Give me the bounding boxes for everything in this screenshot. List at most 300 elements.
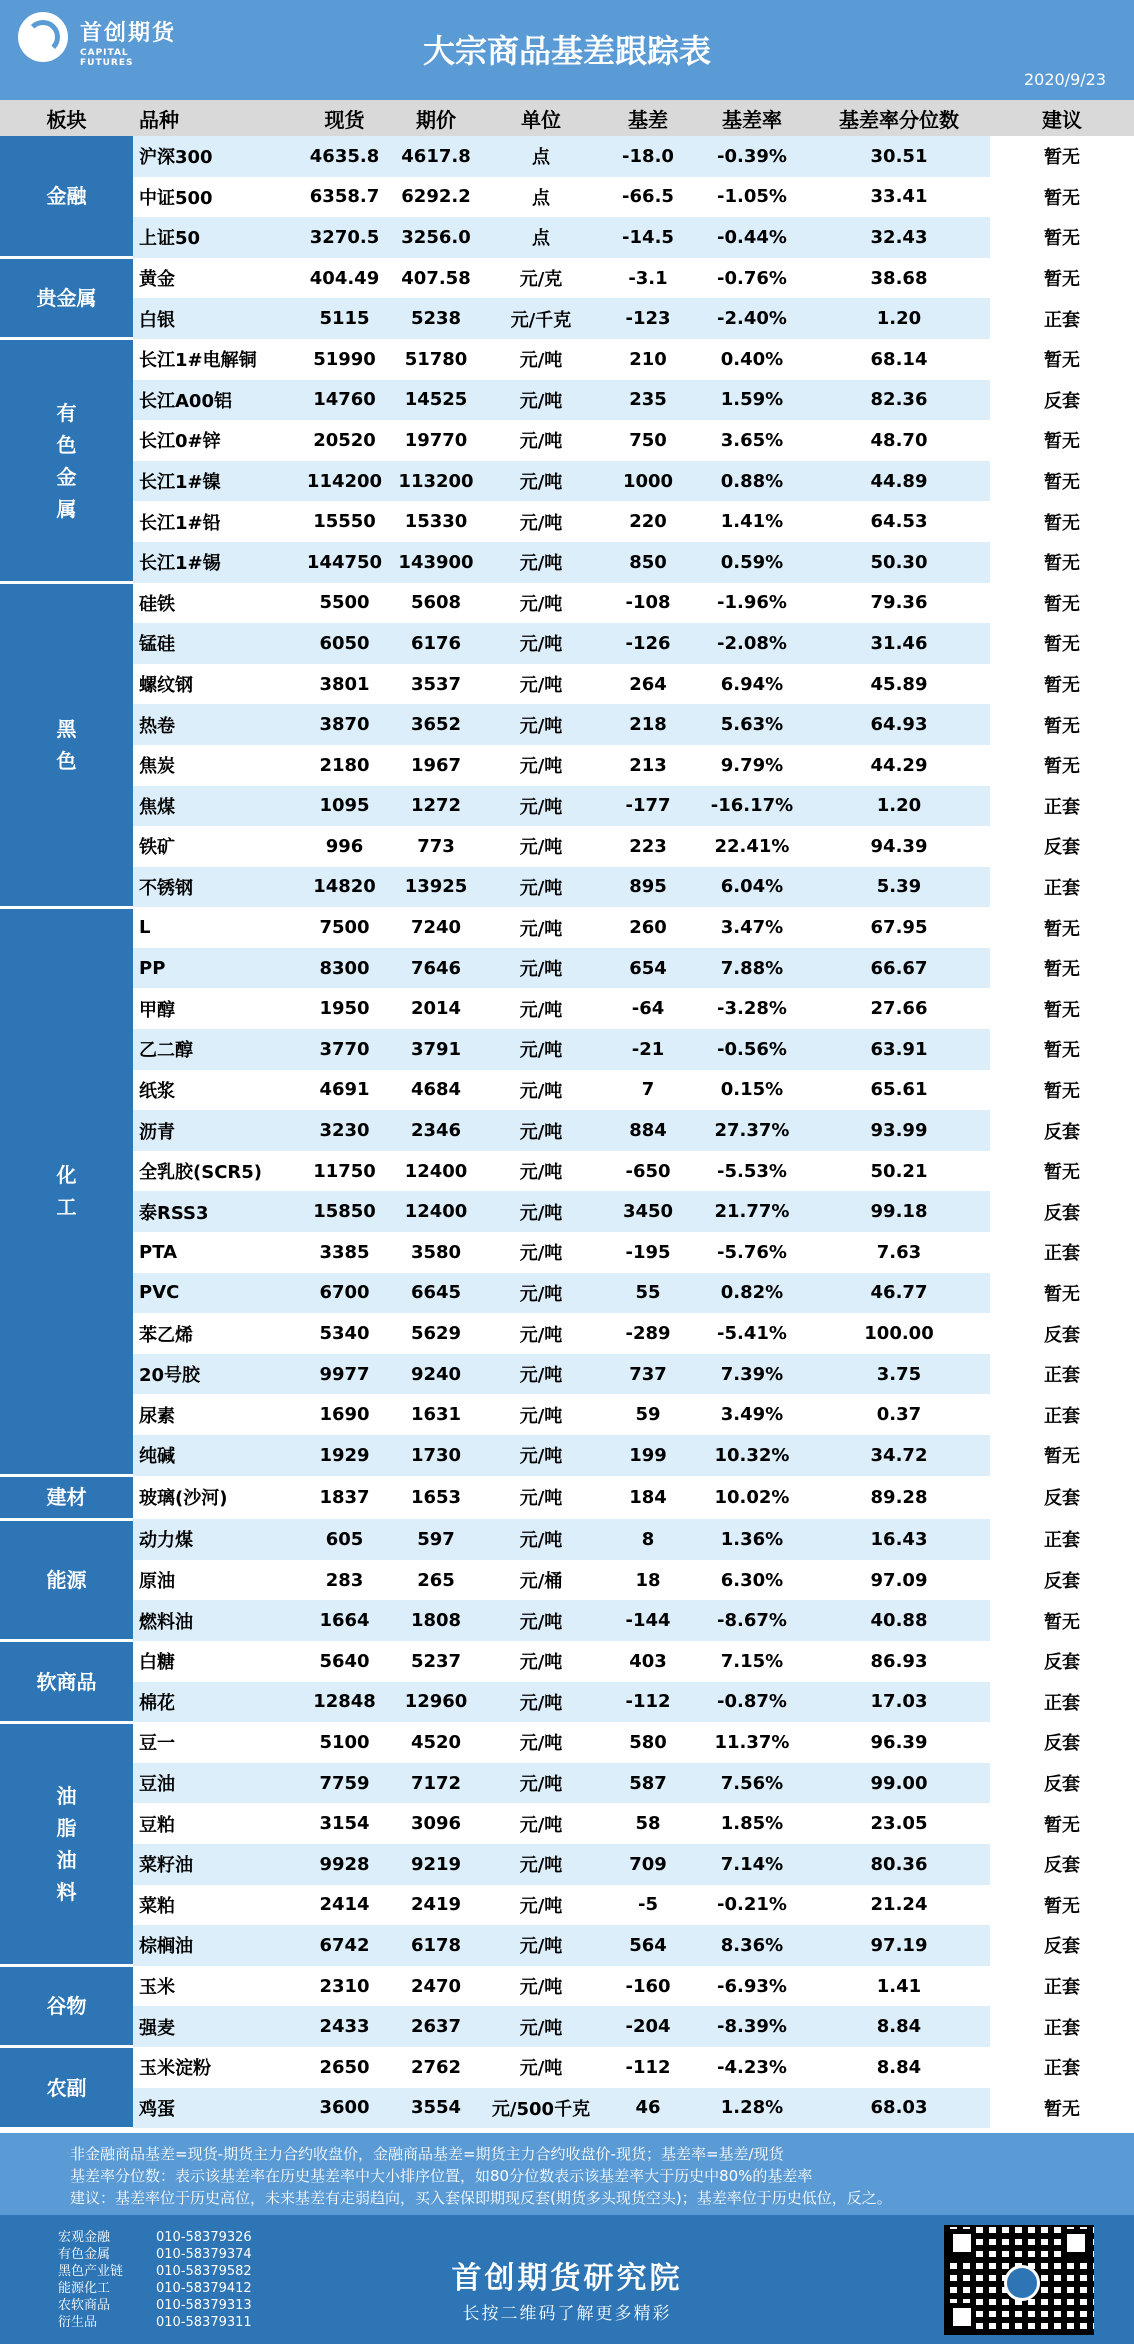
row-spot: 4635.8 [299, 136, 390, 177]
row-futures: 12400 [390, 1191, 482, 1232]
col-header-futures: 期价 [390, 100, 482, 136]
table-row [0, 1394, 1134, 1435]
row-spot: 7759 [299, 1763, 390, 1804]
contact-phone[interactable]: 010-58379313 [156, 2298, 252, 2313]
row-basis-rate: 10.02% [696, 1476, 808, 1520]
row-basis-rate: -0.87% [696, 1682, 808, 1723]
row-unit: 元/吨 [482, 1070, 600, 1111]
row-name: 锰硅 [133, 623, 299, 664]
row-advice: 暂无 [990, 988, 1134, 1029]
row-unit: 元/吨 [482, 339, 600, 380]
row-basis: 884 [600, 1110, 696, 1151]
row-basis: 218 [600, 704, 696, 745]
row-futures: 6178 [390, 1925, 482, 1966]
slogan: 长按二维码了解更多精彩 [462, 2304, 672, 2324]
logo-name-cn: 首创期货 [80, 21, 177, 46]
row-name: 上证50 [133, 217, 299, 258]
row-spot: 12848 [299, 1682, 390, 1723]
row-futures: 12960 [390, 1682, 482, 1723]
row-futures: 3554 [390, 2088, 482, 2129]
row-unit: 元/吨 [482, 1394, 600, 1435]
contact-label: 有色金属 [58, 2247, 111, 2262]
row-advice: 暂无 [990, 907, 1134, 948]
row-basis-rate: 6.30% [696, 1560, 808, 1601]
row-futures: 265 [390, 1560, 482, 1601]
sector-label: 谷物 [0, 1966, 133, 2047]
row-basis: 18 [600, 1560, 696, 1601]
table-row [0, 623, 1134, 664]
contact-phone[interactable]: 010-58379582 [156, 2264, 252, 2279]
row-advice: 暂无 [990, 1273, 1134, 1314]
row-unit: 元/吨 [482, 867, 600, 908]
row-advice: 暂无 [990, 664, 1134, 705]
row-unit: 元/吨 [482, 1722, 600, 1763]
row-percentile: 99.18 [808, 1191, 990, 1232]
table-row [0, 1600, 1134, 1641]
row-percentile: 33.41 [808, 177, 990, 218]
row-spot: 996 [299, 826, 390, 867]
table-row [0, 664, 1134, 705]
row-name: 长江1#电解铜 [133, 339, 299, 380]
row-name: 菜籽油 [133, 1844, 299, 1885]
table-row [0, 1435, 1134, 1476]
table-row [0, 2047, 1134, 2088]
table-row [0, 2006, 1134, 2047]
row-unit: 元/吨 [482, 623, 600, 664]
table-row [0, 1722, 1134, 1763]
sector-label: 建材 [0, 1476, 133, 1520]
row-advice: 反套 [990, 1925, 1134, 1966]
table-row [0, 420, 1134, 461]
table-row [0, 745, 1134, 786]
row-name: 玉米 [133, 1966, 299, 2007]
row-basis: 55 [600, 1273, 696, 1314]
qr-code-icon[interactable] [944, 2225, 1094, 2335]
row-futures: 2346 [390, 1110, 482, 1151]
row-percentile: 64.53 [808, 501, 990, 542]
row-futures: 13925 [390, 867, 482, 908]
row-unit: 元/吨 [482, 1273, 600, 1314]
row-basis: 403 [600, 1641, 696, 1682]
table-row [0, 1110, 1134, 1151]
row-advice: 正套 [990, 2006, 1134, 2047]
row-basis: 210 [600, 339, 696, 380]
row-basis: -18.0 [600, 136, 696, 177]
row-advice: 暂无 [990, 136, 1134, 177]
row-unit: 元/吨 [482, 988, 600, 1029]
row-basis: 654 [600, 948, 696, 989]
row-advice: 正套 [990, 786, 1134, 827]
row-unit: 元/500千克 [482, 2088, 600, 2129]
row-percentile: 94.39 [808, 826, 990, 867]
row-futures: 1967 [390, 745, 482, 786]
row-advice: 暂无 [990, 745, 1134, 786]
col-header-sector: 板块 [0, 100, 133, 136]
row-advice: 暂无 [990, 704, 1134, 745]
contact-phone[interactable]: 010-58379412 [156, 2281, 252, 2296]
row-unit: 元/吨 [482, 1763, 600, 1804]
table-row [0, 1519, 1134, 1560]
row-spot: 1690 [299, 1394, 390, 1435]
row-percentile: 68.03 [808, 2088, 990, 2129]
row-futures: 4617.8 [390, 136, 482, 177]
row-name: 纯碱 [133, 1435, 299, 1476]
row-basis-rate: -2.40% [696, 298, 808, 339]
row-basis-rate: 0.59% [696, 542, 808, 583]
row-advice: 暂无 [990, 1151, 1134, 1192]
row-percentile: 93.99 [808, 1110, 990, 1151]
row-name: 长江1#铅 [133, 501, 299, 542]
row-advice: 正套 [990, 1519, 1134, 1560]
row-basis-rate: 0.82% [696, 1273, 808, 1314]
row-unit: 元/吨 [482, 907, 600, 948]
row-spot: 8300 [299, 948, 390, 989]
contact-phone[interactable]: 010-58379326 [156, 2230, 252, 2245]
row-basis: 587 [600, 1763, 696, 1804]
row-basis-rate: 10.32% [696, 1435, 808, 1476]
table-row [0, 1966, 1134, 2007]
table-row [0, 1151, 1134, 1192]
row-unit: 元/吨 [482, 583, 600, 624]
row-name: 鸡蛋 [133, 2088, 299, 2129]
row-basis-rate: -0.44% [696, 217, 808, 258]
sector-label: 能源 [0, 1519, 133, 1641]
row-percentile: 82.36 [808, 380, 990, 421]
table-row [0, 542, 1134, 583]
row-spot: 6050 [299, 623, 390, 664]
table-row [0, 136, 1134, 177]
row-name: PTA [133, 1232, 299, 1273]
row-spot: 2310 [299, 1966, 390, 2007]
col-header-name: 品种 [133, 100, 299, 136]
row-futures: 3791 [390, 1029, 482, 1070]
table-row [0, 826, 1134, 867]
row-futures: 2637 [390, 2006, 482, 2047]
row-unit: 点 [482, 217, 600, 258]
row-basis-rate: -0.56% [696, 1029, 808, 1070]
row-percentile: 23.05 [808, 1803, 990, 1844]
table-header-row [0, 100, 1134, 136]
row-advice: 暂无 [990, 542, 1134, 583]
row-spot: 6742 [299, 1925, 390, 1966]
row-name: 乙二醇 [133, 1029, 299, 1070]
footer [0, 2215, 1134, 2344]
row-spot: 3385 [299, 1232, 390, 1273]
row-percentile: 5.39 [808, 867, 990, 908]
note-basis-definition: 非金融商品基差=现货-期货主力合约收盘价，金融商品基差=期货主力合约收盘价-现货；基差率=基差/现货 [70, 2145, 784, 2163]
row-basis: -195 [600, 1232, 696, 1273]
contact-label: 衍生品 [58, 2315, 98, 2330]
row-percentile: 40.88 [808, 1600, 990, 1641]
table-row [0, 380, 1134, 421]
row-spot: 5500 [299, 583, 390, 624]
row-percentile: 8.84 [808, 2006, 990, 2047]
row-name: 长江0#锌 [133, 420, 299, 461]
row-advice: 正套 [990, 2047, 1134, 2088]
row-spot: 7500 [299, 907, 390, 948]
row-futures: 3096 [390, 1803, 482, 1844]
row-name: 纸浆 [133, 1070, 299, 1111]
row-basis-rate: -1.96% [696, 583, 808, 624]
row-percentile: 64.93 [808, 704, 990, 745]
row-futures: 6176 [390, 623, 482, 664]
row-unit: 元/吨 [482, 664, 600, 705]
row-basis-rate: 0.40% [696, 339, 808, 380]
row-unit: 元/吨 [482, 786, 600, 827]
row-spot: 2433 [299, 2006, 390, 2047]
row-futures: 5237 [390, 1641, 482, 1682]
row-percentile: 17.03 [808, 1682, 990, 1723]
row-spot: 1095 [299, 786, 390, 827]
row-unit: 元/吨 [482, 1600, 600, 1641]
row-spot: 9928 [299, 1844, 390, 1885]
row-advice: 暂无 [990, 1435, 1134, 1476]
row-basis-rate: 8.36% [696, 1925, 808, 1966]
row-name: 豆粕 [133, 1803, 299, 1844]
row-unit: 元/吨 [482, 1191, 600, 1232]
row-name: L [133, 907, 299, 948]
row-basis-rate: 6.94% [696, 664, 808, 705]
row-basis: -123 [600, 298, 696, 339]
row-percentile: 67.95 [808, 907, 990, 948]
contact-label: 能源化工 [58, 2281, 111, 2296]
row-name: 长江1#镍 [133, 461, 299, 502]
row-name: 白银 [133, 298, 299, 339]
row-advice: 暂无 [990, 2088, 1134, 2129]
row-advice: 反套 [990, 1844, 1134, 1885]
row-futures: 2470 [390, 1966, 482, 2007]
row-basis-rate: -0.21% [696, 1885, 808, 1926]
row-name: 甲醇 [133, 988, 299, 1029]
row-futures: 3537 [390, 664, 482, 705]
note-advice-definition: 建议：基差率位于历史高位，未来基差有走弱趋向，买入套保即期现反套(期货多头现货空头)；基差率位于历史低位，反之。 [70, 2189, 892, 2207]
row-basis: -21 [600, 1029, 696, 1070]
row-unit: 元/吨 [482, 1354, 600, 1395]
row-basis-rate: -0.76% [696, 258, 808, 299]
row-unit: 元/吨 [482, 1476, 600, 1520]
row-percentile: 89.28 [808, 1476, 990, 1520]
row-advice: 暂无 [990, 217, 1134, 258]
row-name: 泰RSS3 [133, 1191, 299, 1232]
row-spot: 3801 [299, 664, 390, 705]
row-basis-rate: 3.49% [696, 1394, 808, 1435]
row-basis: -144 [600, 1600, 696, 1641]
row-basis-rate: 9.79% [696, 745, 808, 786]
row-advice: 暂无 [990, 948, 1134, 989]
row-percentile: 66.67 [808, 948, 990, 989]
row-basis-rate: -1.05% [696, 177, 808, 218]
row-basis-rate: -8.39% [696, 2006, 808, 2047]
row-futures: 1272 [390, 786, 482, 827]
row-unit: 元/吨 [482, 1029, 600, 1070]
row-futures: 6645 [390, 1273, 482, 1314]
row-basis: -5 [600, 1885, 696, 1926]
row-unit: 元/吨 [482, 1151, 600, 1192]
table-row [0, 1476, 1134, 1520]
report-date: 2020/9/23 [1023, 70, 1106, 89]
row-basis-rate: -5.53% [696, 1151, 808, 1192]
row-spot: 605 [299, 1519, 390, 1560]
row-basis-rate: 7.15% [696, 1641, 808, 1682]
row-basis-rate: 6.04% [696, 867, 808, 908]
row-name: 强麦 [133, 2006, 299, 2047]
row-basis: -204 [600, 2006, 696, 2047]
row-spot: 5115 [299, 298, 390, 339]
row-futures: 19770 [390, 420, 482, 461]
row-advice: 正套 [990, 867, 1134, 908]
table-row [0, 988, 1134, 1029]
row-unit: 元/吨 [482, 1110, 600, 1151]
row-basis: -160 [600, 1966, 696, 2007]
sector-label: 贵金属 [0, 258, 133, 339]
row-futures: 9240 [390, 1354, 482, 1395]
row-percentile: 45.89 [808, 664, 990, 705]
table-row [0, 1232, 1134, 1273]
table-row [0, 501, 1134, 542]
table-row [0, 1313, 1134, 1354]
row-basis-rate: 1.36% [696, 1519, 808, 1560]
row-unit: 元/吨 [482, 1641, 600, 1682]
col-header-unit: 单位 [482, 100, 600, 136]
row-percentile: 30.51 [808, 136, 990, 177]
row-futures: 6292.2 [390, 177, 482, 218]
row-basis: 580 [600, 1722, 696, 1763]
row-basis: 235 [600, 380, 696, 421]
row-futures: 5629 [390, 1313, 482, 1354]
table-row [0, 1029, 1134, 1070]
row-spot: 15850 [299, 1191, 390, 1232]
row-spot: 3270.5 [299, 217, 390, 258]
table-row [0, 948, 1134, 989]
row-advice: 反套 [990, 826, 1134, 867]
row-advice: 暂无 [990, 461, 1134, 502]
row-spot: 6700 [299, 1273, 390, 1314]
row-spot: 3870 [299, 704, 390, 745]
row-unit: 元/吨 [482, 1435, 600, 1476]
row-spot: 2650 [299, 2047, 390, 2088]
table-row [0, 1763, 1134, 1804]
col-header-spot: 现货 [299, 100, 390, 136]
row-name: 燃料油 [133, 1600, 299, 1641]
row-basis-rate: 7.56% [696, 1763, 808, 1804]
row-name: 20号胶 [133, 1354, 299, 1395]
row-unit: 元/吨 [482, 745, 600, 786]
row-basis: 750 [600, 420, 696, 461]
row-futures: 1631 [390, 1394, 482, 1435]
row-advice: 暂无 [990, 1600, 1134, 1641]
row-basis-rate: -0.39% [696, 136, 808, 177]
row-unit: 元/吨 [482, 948, 600, 989]
row-futures: 51780 [390, 339, 482, 380]
row-name: 黄金 [133, 258, 299, 299]
row-basis: -177 [600, 786, 696, 827]
row-basis: 46 [600, 2088, 696, 2129]
row-percentile: 100.00 [808, 1313, 990, 1354]
row-percentile: 80.36 [808, 1844, 990, 1885]
row-basis-rate: 0.15% [696, 1070, 808, 1111]
row-percentile: 96.39 [808, 1722, 990, 1763]
row-percentile: 1.41 [808, 1966, 990, 2007]
row-advice: 反套 [990, 1763, 1134, 1804]
row-name: 棕榈油 [133, 1925, 299, 1966]
row-name: 长江A00铝 [133, 380, 299, 421]
row-unit: 元/吨 [482, 380, 600, 421]
row-futures: 4520 [390, 1722, 482, 1763]
note-percentile-definition: 基差率分位数：表示该基差率在历史基差率中大小排序位置，如80分位数表示该基差率大于历史中80%的基差率 [70, 2167, 813, 2185]
row-futures: 773 [390, 826, 482, 867]
row-spot: 20520 [299, 420, 390, 461]
row-percentile: 27.66 [808, 988, 990, 1029]
row-advice: 暂无 [990, 258, 1134, 299]
row-unit: 元/吨 [482, 1844, 600, 1885]
row-basis: 8 [600, 1519, 696, 1560]
row-unit: 元/桶 [482, 1560, 600, 1601]
contact-label: 黑色产业链 [58, 2264, 124, 2279]
table-row [0, 1354, 1134, 1395]
row-basis-rate: -4.23% [696, 2047, 808, 2088]
row-spot: 2180 [299, 745, 390, 786]
row-unit: 元/克 [482, 258, 600, 299]
row-percentile: 38.68 [808, 258, 990, 299]
row-advice: 反套 [990, 1641, 1134, 1682]
row-basis-rate: -6.93% [696, 1966, 808, 2007]
row-percentile: 32.43 [808, 217, 990, 258]
row-basis-rate: 7.14% [696, 1844, 808, 1885]
page-title: 大宗商品基差跟踪表 [422, 32, 711, 70]
row-advice: 正套 [990, 1394, 1134, 1435]
table-row [0, 1885, 1134, 1926]
row-basis-rate: 11.37% [696, 1722, 808, 1763]
row-basis-rate: 7.88% [696, 948, 808, 989]
row-name: 尿素 [133, 1394, 299, 1435]
row-basis-rate: 5.63% [696, 704, 808, 745]
row-basis: 213 [600, 745, 696, 786]
row-percentile: 97.09 [808, 1560, 990, 1601]
row-futures: 7646 [390, 948, 482, 989]
row-percentile: 0.37 [808, 1394, 990, 1435]
row-name: 玉米淀粉 [133, 2047, 299, 2088]
row-name: 苯乙烯 [133, 1313, 299, 1354]
row-futures: 2762 [390, 2047, 482, 2088]
contact-phone[interactable]: 010-58379374 [156, 2247, 252, 2262]
row-percentile: 7.63 [808, 1232, 990, 1273]
row-basis: 7 [600, 1070, 696, 1111]
row-basis: 709 [600, 1844, 696, 1885]
row-basis-rate: -5.41% [696, 1313, 808, 1354]
contact-item [58, 2229, 252, 2246]
row-basis-rate: 0.88% [696, 461, 808, 502]
contact-phone[interactable]: 010-58379311 [156, 2315, 252, 2330]
row-spot: 5640 [299, 1641, 390, 1682]
row-basis: -14.5 [600, 217, 696, 258]
row-futures: 7240 [390, 907, 482, 948]
row-basis: 3450 [600, 1191, 696, 1232]
row-unit: 元/吨 [482, 704, 600, 745]
table-row [0, 1682, 1134, 1723]
table-row [0, 867, 1134, 908]
row-basis: 264 [600, 664, 696, 705]
row-unit: 元/吨 [482, 1803, 600, 1844]
row-advice: 暂无 [990, 623, 1134, 664]
row-advice: 反套 [990, 1722, 1134, 1763]
row-advice: 反套 [990, 1191, 1134, 1232]
row-percentile: 16.43 [808, 1519, 990, 1560]
table-row [0, 1641, 1134, 1682]
row-unit: 元/吨 [482, 420, 600, 461]
row-basis: -3.1 [600, 258, 696, 299]
sector-label: 有色金属 [0, 339, 133, 583]
sector-label: 软商品 [0, 1641, 133, 1722]
